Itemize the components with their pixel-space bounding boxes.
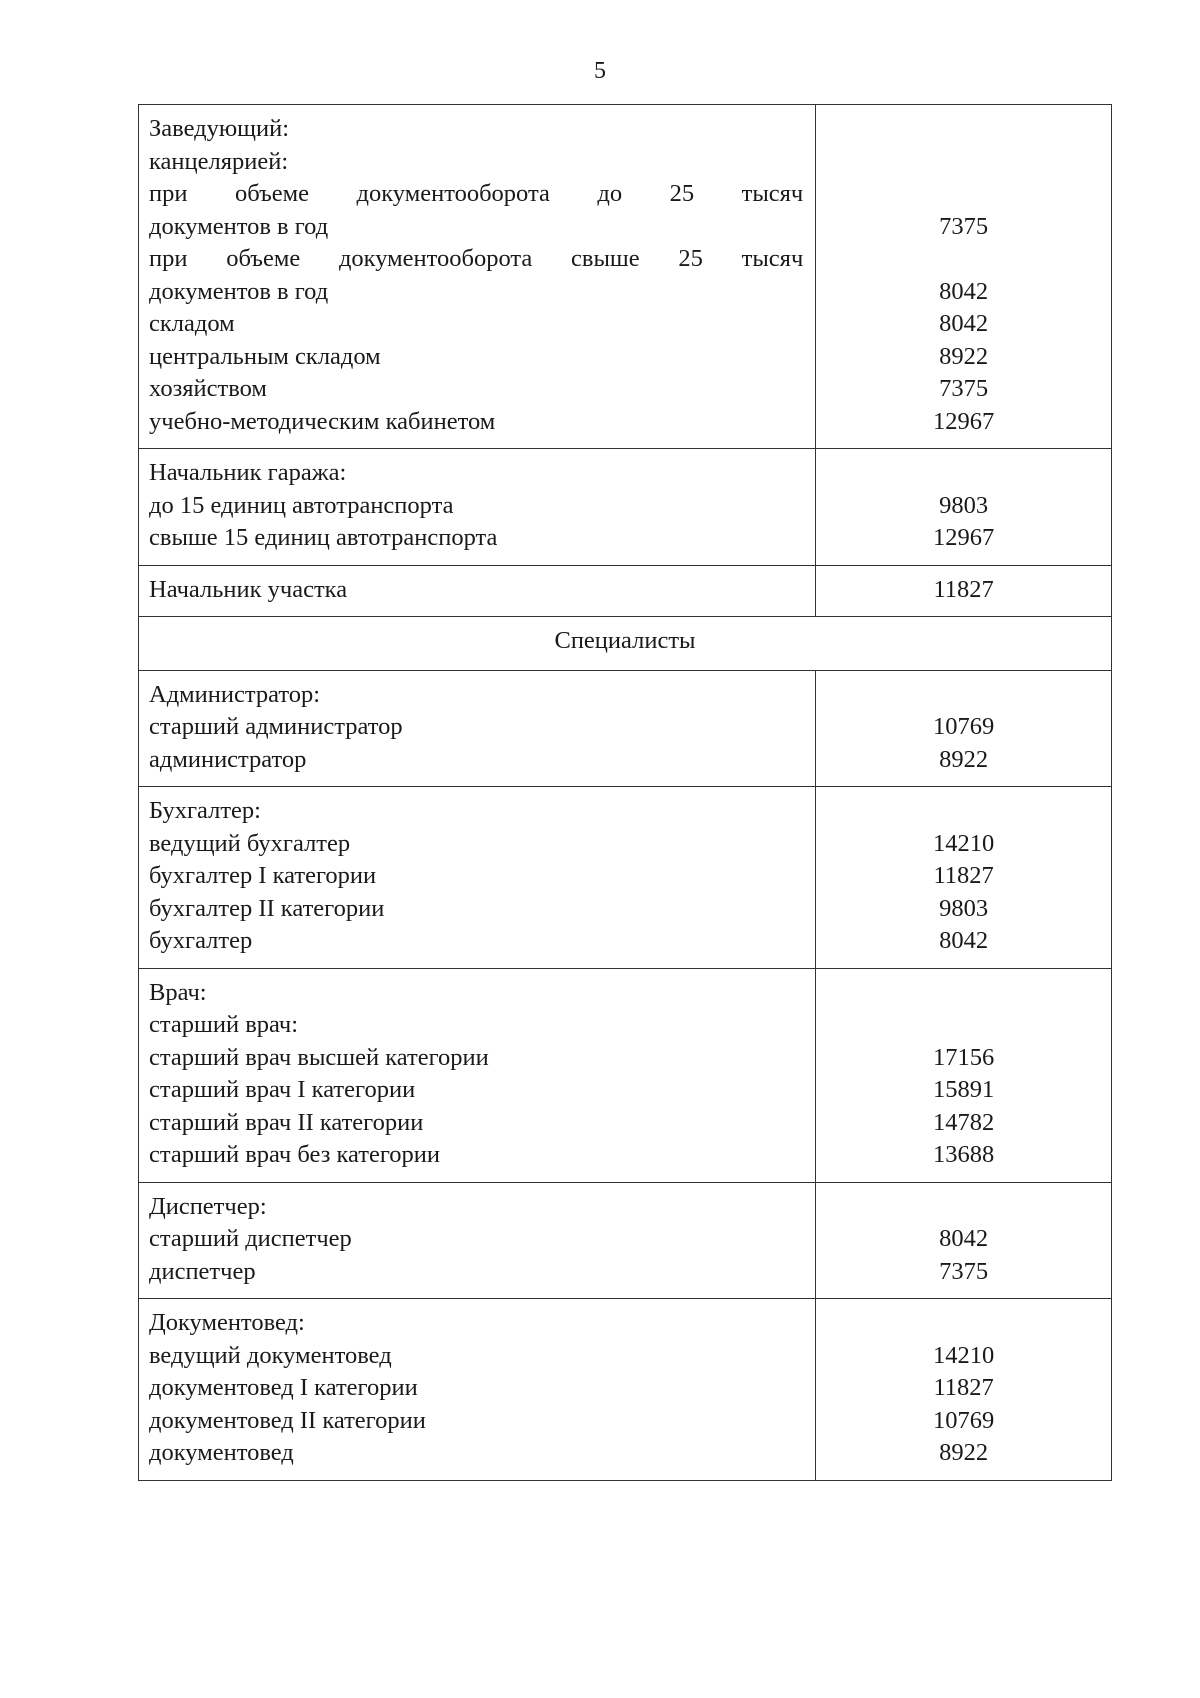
position-line: Врач: <box>149 978 207 1006</box>
position-line: центральным складом <box>149 342 381 370</box>
salary-cell <box>816 565 1112 617</box>
position-cell <box>139 968 816 1182</box>
salary-value: 10769 <box>933 713 995 740</box>
position-line: документов в год <box>149 212 329 240</box>
salary-value: 8922 <box>939 342 989 370</box>
salary-value: 10769 <box>933 1406 995 1434</box>
salary-value: 9803 <box>939 491 989 519</box>
salary-value: 8922 <box>939 1439 989 1466</box>
position-line: старший врач II категории <box>149 1108 424 1136</box>
salary-value: 8042 <box>939 277 989 305</box>
position-line: старший врач без категории <box>149 1141 441 1168</box>
position-cell <box>139 449 816 566</box>
salary-cell <box>816 787 1112 969</box>
position-line: канцелярией: <box>149 147 289 175</box>
position-line: до 15 единиц автотранспорта <box>149 491 454 519</box>
position-line: старший администратор <box>149 713 403 740</box>
table-row <box>139 565 1112 617</box>
salary-cell <box>816 1299 1112 1481</box>
position-line: учебно-методическим кабинетом <box>149 407 496 435</box>
salary-cell <box>816 968 1112 1182</box>
position-line: бухгалтер I категории <box>149 862 377 889</box>
table-row <box>139 670 1112 787</box>
salary-value: 11827 <box>933 575 994 603</box>
position-line: старший диспетчер <box>149 1225 352 1252</box>
table-row <box>139 968 1112 1182</box>
position-line: документовед II категории <box>149 1406 426 1434</box>
salary-value: 17156 <box>933 1043 995 1071</box>
position-line: администратор <box>149 745 307 773</box>
position-line: старший врач: <box>149 1011 299 1038</box>
position-line: Заведующий: <box>149 115 290 142</box>
position-line: ведущий бухгалтер <box>149 829 351 857</box>
position-line: старший врач высшей категории <box>149 1043 489 1071</box>
table-body <box>139 105 1112 1481</box>
salary-value: 11827 <box>933 862 994 889</box>
salary-cell <box>816 105 1112 449</box>
position-cell <box>139 565 816 617</box>
position-cell <box>139 1299 816 1481</box>
salary-value: 12967 <box>933 407 995 435</box>
position-line: бухгалтер II категории <box>149 894 385 922</box>
position-line: ведущий документовед <box>149 1341 392 1369</box>
salary-value: 8042 <box>939 927 989 954</box>
table-row <box>139 1182 1112 1299</box>
salary-value: 13688 <box>933 1141 995 1168</box>
position-line: при объеме документооборота до 25 тысяч <box>149 180 804 207</box>
salary-cell <box>816 1182 1112 1299</box>
salary-value: 9803 <box>939 894 989 922</box>
table-row <box>139 105 1112 449</box>
position-line: свыше 15 единиц автотранспорта <box>149 524 498 551</box>
salary-value: 11827 <box>933 1374 994 1401</box>
salary-value: 15891 <box>933 1076 995 1103</box>
position-line: старший врач I категории <box>149 1076 416 1103</box>
position-cell <box>139 1182 816 1299</box>
position-line: документовед I категории <box>149 1374 418 1401</box>
salary-value: 14210 <box>933 829 995 857</box>
salary-value: 14782 <box>933 1108 995 1136</box>
position-line: Бухгалтер: <box>149 797 261 824</box>
position-line: Администратор: <box>149 680 321 708</box>
position-line: бухгалтер <box>149 927 253 954</box>
salary-value: 14210 <box>933 1341 995 1369</box>
salary-cell <box>816 449 1112 566</box>
salary-value: 8922 <box>939 745 989 773</box>
position-cell <box>139 787 816 969</box>
position-line: документовед <box>149 1439 294 1466</box>
salary-value: 7375 <box>939 212 989 240</box>
page-number: 5 <box>594 58 606 84</box>
salary-cell <box>816 670 1112 787</box>
salary-table <box>138 104 1112 1481</box>
position-cell <box>139 670 816 787</box>
position-line: хозяйством <box>149 375 267 402</box>
position-line: при объеме документооборота свыше 25 тысяч <box>149 245 804 272</box>
position-line: Диспетчер: <box>149 1192 267 1220</box>
table-row <box>139 617 1112 671</box>
salary-value: 8042 <box>939 310 989 337</box>
salary-value: 7375 <box>939 1257 989 1285</box>
position-line: складом <box>149 310 235 337</box>
salary-value: 12967 <box>933 524 995 551</box>
position-line: диспетчер <box>149 1257 256 1285</box>
position-cell <box>139 105 816 449</box>
table-row <box>139 787 1112 969</box>
position-line: Начальник участка <box>149 575 348 603</box>
position-line: Начальник гаража: <box>149 459 347 486</box>
salary-value: 7375 <box>939 375 989 402</box>
table-row <box>139 1299 1112 1481</box>
salary-value: 8042 <box>939 1225 989 1252</box>
position-line: документов в год <box>149 277 329 305</box>
section-heading: Специалисты <box>139 617 1112 671</box>
table-row <box>139 449 1112 566</box>
position-line: Документовед: <box>149 1309 305 1336</box>
